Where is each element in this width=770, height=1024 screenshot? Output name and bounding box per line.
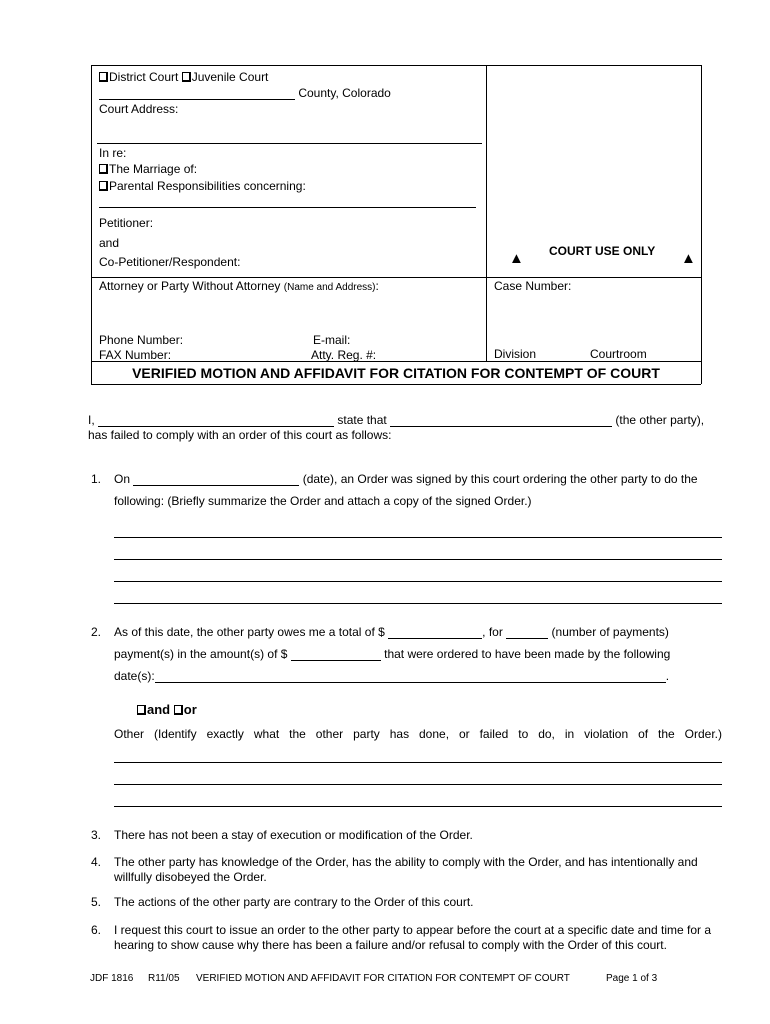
payment-dates-field[interactable] [155, 670, 666, 683]
order-summary-line[interactable] [114, 603, 722, 604]
up-arrow-icon: ▲ [509, 250, 524, 267]
item-2-payments-text: payment(s) in the amount(s) of $ [114, 647, 288, 661]
district-court-checkbox[interactable] [99, 72, 108, 82]
parental-option [99, 179, 306, 193]
item-1-on: On [114, 472, 131, 486]
intro-line-1 [88, 413, 704, 427]
juvenile-court-checkbox[interactable] [182, 72, 191, 82]
other-party-name-field[interactable] [390, 414, 612, 427]
affiant-name-field[interactable] [98, 414, 334, 427]
payment-amount-field[interactable] [291, 648, 381, 661]
item-5-text: The actions of the other party are contrary to the Order of this court. [114, 895, 474, 909]
item-1-number: 1. [91, 472, 102, 486]
item-4-number: 4. [91, 855, 102, 869]
case-number-label: Case Number: [494, 279, 572, 293]
up-arrow-icon: ▲ [681, 250, 696, 267]
county-field[interactable] [99, 87, 295, 100]
footer-revision: R11/05 [148, 973, 180, 984]
intro-state-that: state that [337, 413, 387, 427]
marriage-checkbox[interactable] [99, 164, 108, 174]
division-label: Division [494, 347, 537, 361]
and-checkbox[interactable] [137, 705, 146, 715]
other-violation-line[interactable] [114, 762, 722, 763]
other-violation-text: Other (Identify exactly what the other party has done, or failed to do, in violation of the Order.) [114, 727, 722, 741]
other-violation-line[interactable] [114, 806, 722, 807]
parental-label: Parental Responsibilities concerning: [109, 179, 306, 193]
and-or-options [137, 702, 197, 717]
order-summary-line[interactable] [114, 559, 722, 560]
and-label: and [99, 236, 120, 250]
intro-i-label: I, [88, 413, 95, 427]
item-2-num-payments: (number of payments) [551, 625, 669, 639]
parental-checkbox[interactable] [99, 181, 108, 191]
court-address-label: Court Address: [99, 102, 179, 116]
item-2-number: 2. [91, 625, 102, 639]
fax-label: FAX Number: [99, 348, 172, 362]
in-re-label: In re: [99, 146, 127, 160]
attorney-label: Attorney or Party Without Attorney [99, 279, 281, 293]
item-2-for: , for [482, 625, 503, 639]
county-suffix: County, Colorado [298, 86, 391, 100]
other-violation-line[interactable] [114, 784, 722, 785]
and-option-label: and [147, 702, 171, 717]
form-title: VERIFIED MOTION AND AFFIDAVIT FOR CITATION FOR CONTEMPT OF COURT [132, 365, 660, 381]
item-2-line-2 [114, 647, 670, 661]
marriage-label: The Marriage of: [109, 162, 198, 176]
footer-form-id: JDF 1816 [90, 973, 134, 984]
petitioner-label: Petitioner: [99, 216, 154, 230]
email-label: E-mail: [313, 333, 351, 347]
phone-label: Phone Number: [99, 333, 184, 347]
juvenile-court-label: Juvenile Court [191, 70, 269, 84]
item-4-text: The other party has knowledge of the Order, has the ability to comply with the Order, and has intentionally and willfully disobeyed the Order. [114, 855, 698, 884]
intro-other-party: (the other party), [615, 413, 705, 427]
copetitioner-label: Co-Petitioner/Respondent: [99, 255, 241, 269]
item-3-text: There has not been a stay of execution or modification of the Order. [114, 828, 473, 842]
district-court-label: District Court [109, 70, 179, 84]
court-address-field[interactable] [97, 143, 482, 144]
atty-reg-label: Atty. Reg. #: [311, 348, 377, 362]
footer-page-number: Page 1 of 3 [606, 973, 658, 984]
attorney-note: (Name and Address) [283, 282, 376, 293]
amount-owed-field[interactable] [388, 626, 482, 639]
number-of-payments-field[interactable] [506, 626, 548, 639]
item-6-number: 6. [91, 923, 102, 937]
item-3-number: 3. [91, 828, 102, 842]
item-1-line-1 [114, 472, 698, 486]
courtroom-label: Courtroom [590, 347, 647, 361]
item-1-line-2: following: (Briefly summarize the Order and attach a copy of the signed Order.) [114, 494, 532, 508]
item-2-line-1 [114, 625, 669, 639]
item-1-date-text: (date), an Order was signed by this court ordering the other party to do the [302, 472, 698, 486]
item-2-line-3 [114, 669, 669, 683]
marriage-option [99, 162, 197, 176]
order-summary-line[interactable] [114, 581, 722, 582]
county-line [99, 86, 391, 100]
item-2-ordered-text: that were ordered to have been made by the following [384, 647, 671, 661]
or-option-label: or [183, 702, 197, 717]
footer-title: VERIFIED MOTION AND AFFIDAVIT FOR CITATION FOR CONTEMPT OF COURT [196, 973, 570, 984]
attorney-colon: : [375, 279, 379, 293]
intro-line-2: has failed to comply with an order of this court as follows: [88, 428, 392, 442]
attorney-label-line [99, 279, 379, 293]
item-2-total-text: As of this date, the other party owes me a total of $ [114, 625, 385, 639]
or-checkbox[interactable] [174, 705, 183, 715]
court-type-options [99, 70, 268, 84]
item-2-period: . [665, 669, 670, 683]
item-2-dates-label: date(s): [114, 669, 155, 683]
court-use-only-label: COURT USE ONLY [549, 244, 656, 258]
order-date-field[interactable] [133, 473, 299, 486]
parties-field[interactable] [99, 207, 476, 208]
item-5-number: 5. [91, 895, 102, 909]
item-6-text: I request this court to issue an order to the other party to appear before the court at a specific date and time for a hearing to show cause why there has been a failure and/or refusal to comply with the Order of this court. [114, 923, 712, 952]
order-summary-line[interactable] [114, 537, 722, 538]
